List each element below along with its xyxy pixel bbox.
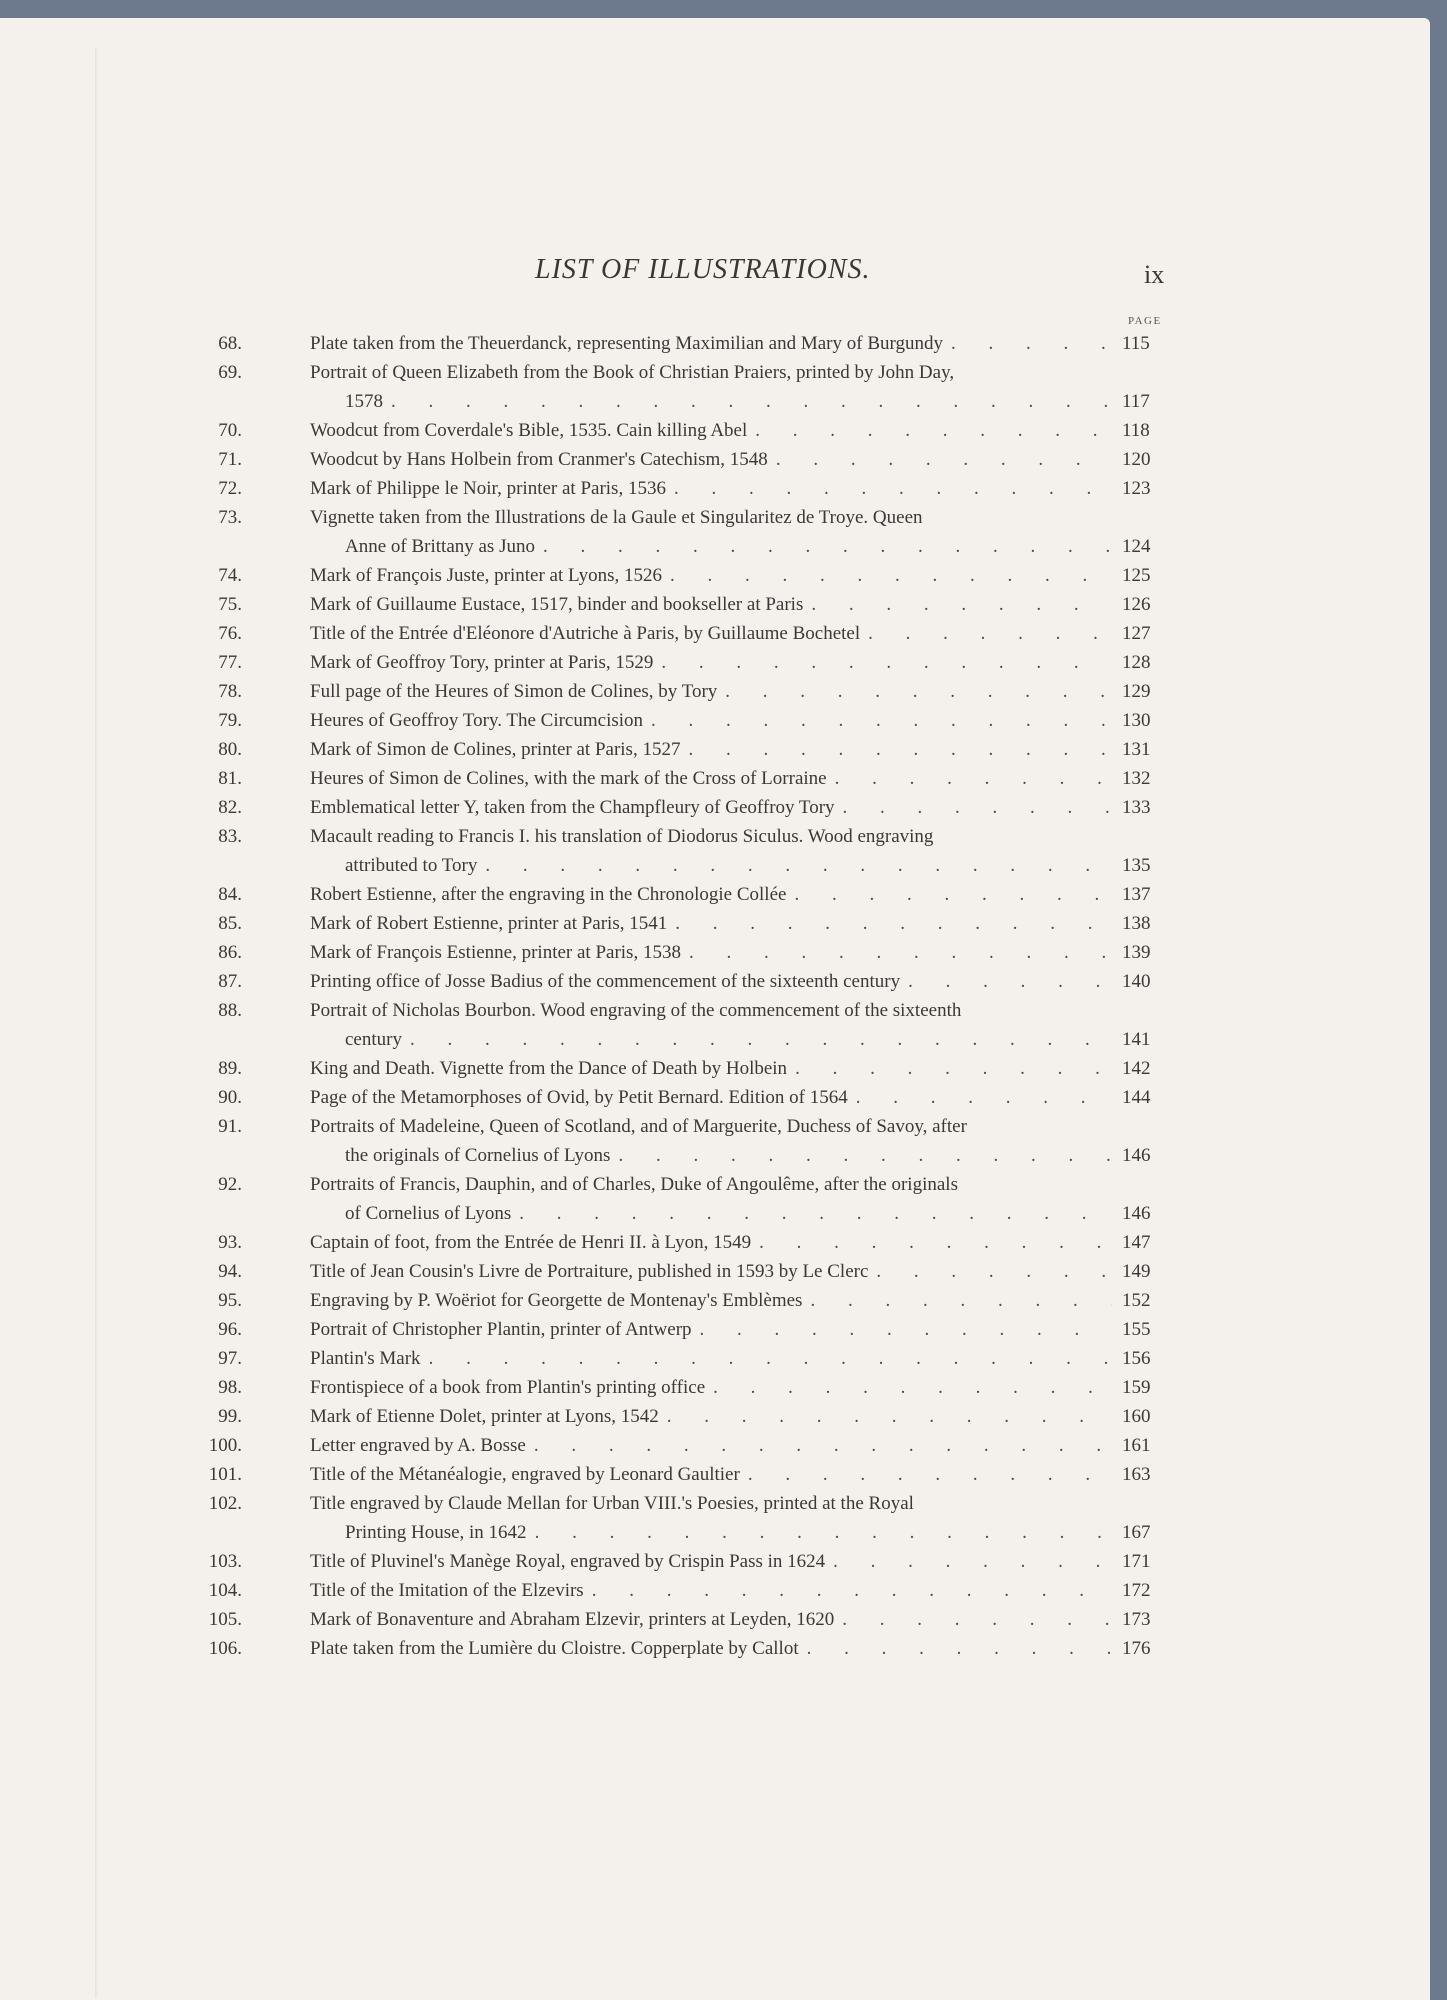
leader-dots [810, 1286, 1112, 1315]
entry-page: 138 [1122, 913, 1151, 934]
entry-title: Portrait of Queen Elizabeth from the Book of Christian Praiers, printed by John Day, [310, 362, 955, 383]
leader-dots [519, 1199, 1112, 1228]
entry-number: 87. [218, 971, 242, 992]
list-item [218, 1344, 1160, 1373]
entry-page: 140 [1122, 971, 1151, 992]
entry-page: 149 [1122, 1261, 1151, 1282]
entry-title: Macault reading to Francis I. his translation of Diodorus Siculus. Wood engraving [310, 826, 934, 847]
entry-number: 100. [208, 1435, 242, 1456]
entry-number: 97. [218, 1348, 242, 1369]
entry-number: 79. [218, 710, 242, 731]
entry-page: 133 [1122, 797, 1151, 818]
entry-title: Woodcut from Coverdale's Bible, 1535. Cain killing Abel [310, 420, 748, 441]
leader-dots [811, 590, 1112, 619]
entry-page: 159 [1122, 1377, 1151, 1398]
entry-title: Frontispiece of a book from Plantin's printing office [310, 1377, 706, 1398]
leader-dots [534, 1431, 1112, 1460]
entry-number: 102. [208, 1493, 242, 1514]
page-title: LIST OF ILLUSTRATIONS. [535, 254, 871, 285]
list-item [218, 1286, 1160, 1315]
entry-page: 171 [1122, 1551, 1151, 1572]
entry-title: the originals of Cornelius of Lyons [345, 1145, 611, 1166]
entry-number: 106. [208, 1638, 242, 1659]
entry-title: Mark of François Estienne, printer at Paris, 1538 [310, 942, 681, 963]
entry-page: 144 [1122, 1087, 1151, 1108]
entry-page: 118 [1122, 420, 1150, 441]
entry-page: 163 [1122, 1464, 1151, 1485]
entry-title: Plate taken from the Theuerdanck, representing Maximilian and Mary of Burgundy [310, 333, 943, 354]
entry-title: Emblematical letter Y, taken from the Champfleury of Geoffroy Tory [310, 797, 835, 818]
leader-dots [748, 1460, 1112, 1489]
list-item [218, 1054, 1160, 1083]
entry-title: Engraving by P. Woëriot for Georgette de Montenay's Emblèmes [310, 1290, 803, 1311]
entry-page: 120 [1122, 449, 1151, 470]
entry-title: Mark of François Juste, printer at Lyons, 1526 [310, 565, 662, 586]
list-item [208, 1431, 1160, 1460]
list-item [218, 1315, 1160, 1344]
entry-page: 131 [1122, 739, 1151, 760]
leader-dots [689, 938, 1112, 967]
entry-title: 1578 [345, 391, 383, 412]
entry-title: Page of the Metamorphoses of Ovid, by Petit Bernard. Edition of 1564 [310, 1087, 848, 1108]
page-column-label: PAGE [1128, 315, 1162, 327]
list-item [218, 967, 1160, 996]
entry-number: 96. [218, 1319, 242, 1340]
entry-title: Portrait of Christopher Plantin, printer of Antwerp [310, 1319, 692, 1340]
list-item [218, 822, 1160, 880]
entry-number: 85. [218, 913, 242, 934]
entry-title: Portraits of Madeleine, Queen of Scotland, and of Marguerite, Duchess of Savoy, after [310, 1116, 967, 1137]
entry-number: 69. [218, 362, 242, 383]
list-item [218, 619, 1160, 648]
leader-dots [618, 1141, 1112, 1170]
entry-title: Full page of the Heures of Simon de Colines, by Tory [310, 681, 718, 702]
entry-number: 84. [218, 884, 242, 905]
leader-dots [856, 1083, 1112, 1112]
entry-number: 103. [208, 1551, 242, 1572]
entry-title: Title of the Entrée d'Eléonore d'Autriche à Paris, by Guillaume Bochetel [310, 623, 861, 644]
list-item [218, 909, 1160, 938]
leader-dots [429, 1344, 1112, 1373]
entry-page: 139 [1122, 942, 1151, 963]
page-number: ix [1144, 260, 1165, 289]
list-item [218, 445, 1160, 474]
entry-title: Vignette taken from the Illustrations de la Gaule et Singularitez de Troye. Queen [310, 507, 923, 528]
leader-dots [713, 1373, 1112, 1402]
list-item [208, 1547, 1160, 1576]
entry-number: 82. [218, 797, 242, 818]
list-item [218, 735, 1160, 764]
list-item [218, 1373, 1160, 1402]
entry-page: 128 [1122, 652, 1151, 673]
entry-title: Mark of Bonaventure and Abraham Elzevir, printers at Leyden, 1620 [310, 1609, 835, 1630]
list-item [208, 1634, 1160, 1663]
entry-title: Heures of Simon de Colines, with the mark of the Cross of Lorraine [310, 768, 827, 789]
entry-page: 115 [1122, 333, 1150, 354]
leader-dots [776, 445, 1112, 474]
list-item [218, 793, 1160, 822]
entry-title: century [345, 1029, 402, 1050]
leader-dots [670, 561, 1112, 590]
entry-number: 68. [218, 333, 242, 354]
entry-title: Mark of Philippe le Noir, printer at Paris, 1536 [310, 478, 666, 499]
entry-title: Mark of Etienne Dolet, printer at Lyons, 1542 [310, 1406, 659, 1427]
leader-dots [674, 474, 1112, 503]
list-item [218, 677, 1160, 706]
entry-page: 155 [1122, 1319, 1151, 1340]
entry-number: 74. [218, 565, 242, 586]
list-item [218, 648, 1160, 677]
entry-title: King and Death. Vignette from the Dance of Death by Holbein [310, 1058, 788, 1079]
leader-dots [842, 1605, 1112, 1634]
entry-page: 176 [1122, 1638, 1151, 1659]
list-item [208, 1489, 1160, 1547]
leader-dots [868, 619, 1112, 648]
entry-number: 89. [218, 1058, 242, 1079]
entry-number: 73. [218, 507, 242, 528]
list-item [218, 880, 1160, 909]
list-item [218, 938, 1160, 967]
entry-number: 101. [208, 1464, 242, 1485]
list-item [218, 1402, 1160, 1431]
leader-dots [535, 1518, 1112, 1547]
leader-dots [543, 532, 1112, 561]
leader-dots [675, 909, 1112, 938]
leader-dots [876, 1257, 1112, 1286]
list-item [218, 474, 1160, 503]
leader-dots [833, 1547, 1112, 1576]
entry-title: Title of the Imitation of the Elzevirs [310, 1580, 584, 1601]
entry-title: attributed to Tory [345, 855, 478, 876]
entry-page: 129 [1122, 681, 1151, 702]
leader-dots [951, 329, 1112, 358]
entry-number: 75. [218, 594, 242, 615]
entry-number: 86. [218, 942, 242, 963]
entry-page: 130 [1122, 710, 1151, 731]
entry-title: Mark of Geoffroy Tory, printer at Paris, 1529 [310, 652, 654, 673]
list-item [208, 1605, 1160, 1634]
list-item [218, 1112, 1160, 1170]
entry-number: 91. [218, 1116, 242, 1137]
entry-title: Heures of Geoffroy Tory. The Circumcision [310, 710, 644, 731]
entry-number: 93. [218, 1232, 242, 1253]
illustrations-list [208, 329, 1160, 1663]
list-item [218, 561, 1160, 590]
entry-title: Printing office of Josse Badius of the commencement of the sixteenth century [310, 971, 901, 992]
entry-number: 70. [218, 420, 242, 441]
entry-title: of Cornelius of Lyons [345, 1203, 512, 1224]
leader-dots [667, 1402, 1112, 1431]
leader-dots [592, 1576, 1112, 1605]
entry-title: Title of Pluvinel's Manège Royal, engraved by Crispin Pass in 1624 [310, 1551, 826, 1572]
entry-number: 77. [218, 652, 242, 673]
leader-dots [661, 648, 1112, 677]
entry-title: Anne of Brittany as Juno [345, 536, 535, 557]
entry-page: 125 [1122, 565, 1151, 586]
entry-number: 78. [218, 681, 242, 702]
entry-page: 142 [1122, 1058, 1151, 1079]
entry-page: 146 [1122, 1145, 1151, 1166]
entry-page: 135 [1122, 855, 1151, 876]
book-page [0, 18, 1430, 2000]
leader-dots [807, 1634, 1112, 1663]
list-item [208, 1576, 1160, 1605]
list-item [218, 1170, 1160, 1228]
entry-page: 141 [1122, 1029, 1151, 1050]
entry-title: Mark of Robert Estienne, printer at Paris, 1541 [310, 913, 668, 934]
leader-dots [835, 764, 1112, 793]
entry-number: 76. [218, 623, 242, 644]
entry-title: Robert Estienne, after the engraving in the Chronologie Collée [310, 884, 787, 905]
leader-dots [651, 706, 1112, 735]
entry-title: Letter engraved by A. Bosse [310, 1435, 526, 1456]
page-gutter [95, 48, 98, 1998]
entry-title: Title engraved by Claude Mellan for Urban VIII.'s Poesies, printed at the Royal [310, 1493, 914, 1514]
entry-title: Title of the Métanéalogie, engraved by Leonard Gaultier [310, 1464, 740, 1485]
entry-page: 137 [1122, 884, 1151, 905]
entry-page: 167 [1122, 1522, 1151, 1543]
entry-page: 124 [1122, 536, 1151, 557]
entry-page: 127 [1122, 623, 1151, 644]
leader-dots [759, 1228, 1112, 1257]
list-item [218, 416, 1160, 445]
list-item [218, 1083, 1160, 1112]
entry-page: 123 [1122, 478, 1151, 499]
entry-page: 160 [1122, 1406, 1151, 1427]
entry-number: 104. [208, 1580, 242, 1601]
leader-dots [391, 387, 1112, 416]
list-item [208, 1460, 1160, 1489]
leader-dots [794, 880, 1112, 909]
entry-title: Mark of Simon de Colines, printer at Paris, 1527 [310, 739, 681, 760]
entry-page: 152 [1122, 1290, 1151, 1311]
entry-page: 173 [1122, 1609, 1151, 1630]
entry-title: Mark of Guillaume Eustace, 1517, binder and bookseller at Paris [310, 594, 804, 615]
leader-dots [725, 677, 1112, 706]
entry-page: 132 [1122, 768, 1151, 789]
entry-number: 105. [208, 1609, 242, 1630]
entry-page: 147 [1122, 1232, 1151, 1253]
leader-dots [795, 1054, 1112, 1083]
list-item [218, 706, 1160, 735]
entry-title: Plate taken from the Lumière du Cloistre. Copperplate by Callot [310, 1638, 799, 1659]
entry-number: 72. [218, 478, 242, 499]
entry-number: 88. [218, 1000, 242, 1021]
entry-page: 146 [1122, 1203, 1151, 1224]
entry-title: Portrait of Nicholas Bourbon. Wood engraving of the commencement of the sixteenth [310, 1000, 962, 1021]
entry-title: Plantin's Mark [310, 1348, 421, 1369]
entry-number: 83. [218, 826, 242, 847]
entry-page: 117 [1122, 391, 1150, 412]
leader-dots [688, 735, 1112, 764]
entry-page: 156 [1122, 1348, 1151, 1369]
entry-number: 98. [218, 1377, 242, 1398]
entry-page: 172 [1122, 1580, 1151, 1601]
leader-dots [843, 793, 1112, 822]
list-item [218, 358, 1160, 416]
entry-number: 80. [218, 739, 242, 760]
list-item [218, 1228, 1160, 1257]
entry-page: 126 [1122, 594, 1151, 615]
entry-number: 94. [218, 1261, 242, 1282]
leader-dots [755, 416, 1112, 445]
leader-dots [908, 967, 1112, 996]
entry-title: Portraits of Francis, Dauphin, and of Charles, Duke of Angoulême, after the originals [310, 1174, 958, 1195]
leader-dots [410, 1025, 1112, 1054]
entry-title: Title of Jean Cousin's Livre de Portraiture, published in 1593 by Le Clerc [310, 1261, 869, 1282]
list-item [218, 329, 1160, 358]
entry-number: 81. [218, 768, 242, 789]
running-header [0, 254, 1430, 294]
leader-dots [700, 1315, 1112, 1344]
list-item [218, 590, 1160, 619]
entry-number: 99. [218, 1406, 242, 1427]
entry-number: 92. [218, 1174, 242, 1195]
entry-page: 161 [1122, 1435, 1151, 1456]
entry-title: Captain of foot, from the Entrée de Henri II. à Lyon, 1549 [310, 1232, 752, 1253]
entry-number: 95. [218, 1290, 242, 1311]
list-item [218, 996, 1160, 1054]
leader-dots [485, 851, 1112, 880]
entry-number: 90. [218, 1087, 242, 1108]
entry-title: Woodcut by Hans Holbein from Cranmer's Catechism, 1548 [310, 449, 768, 470]
list-item [218, 764, 1160, 793]
entry-number: 71. [218, 449, 242, 470]
list-item [218, 503, 1160, 561]
entry-title: Printing House, in 1642 [345, 1522, 527, 1543]
list-item [218, 1257, 1160, 1286]
